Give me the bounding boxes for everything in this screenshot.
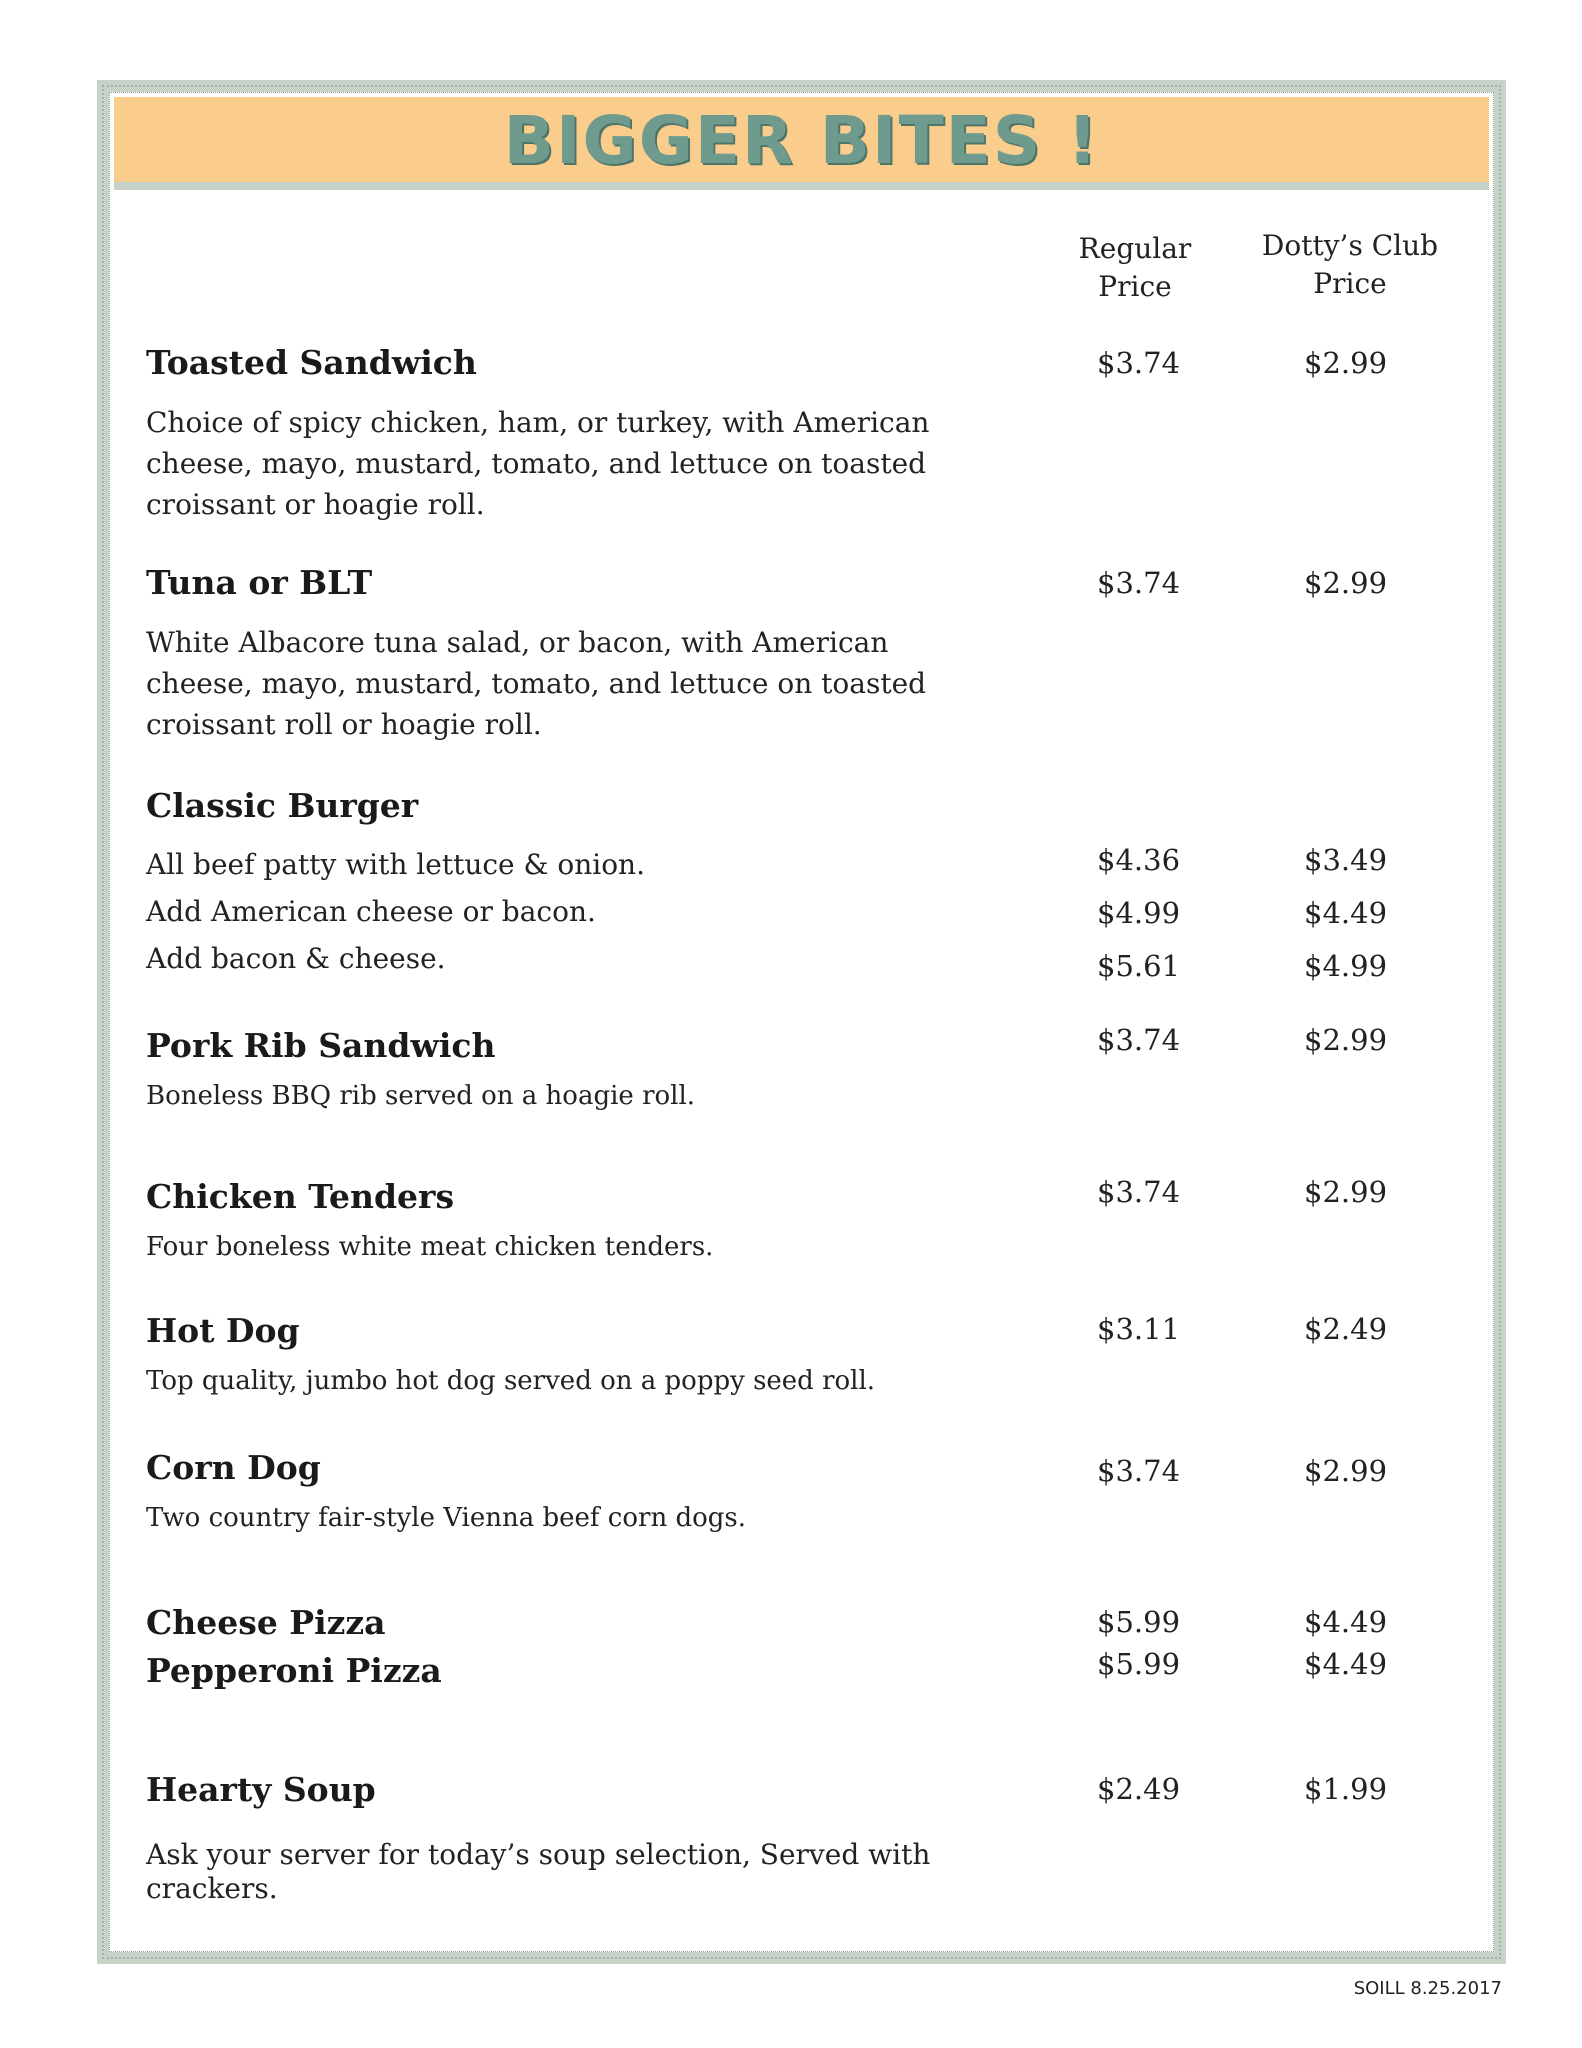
regular-price: $5.99 [1097, 1605, 1181, 1639]
club-price: $4.49 [1304, 896, 1388, 930]
club-price: $3.49 [1304, 843, 1388, 877]
regular-price: $3.74 [1097, 1023, 1181, 1057]
club-price-header [1240, 227, 1460, 303]
club-header-line2: Price [1313, 267, 1387, 300]
desc-line: Ask your server for today’s soup selection, Served with [146, 1838, 931, 1871]
regular-price: $3.74 [1097, 346, 1181, 380]
club-price: $2.99 [1304, 1023, 1388, 1057]
club-price: $1.99 [1304, 1772, 1388, 1806]
desc-line: Choice of spicy chicken, ham, or turkey, with American [146, 406, 930, 439]
desc-line: croissant roll or hoagie roll. [146, 708, 542, 741]
item-title-hearty-soup: Hearty Soup [146, 1770, 376, 1809]
desc-line: croissant or hoagie roll. [146, 488, 485, 521]
item-title-tuna-blt: Tuna or BLT [146, 563, 373, 602]
item-description: Boneless BBQ rib served on a hoagie roll. [146, 1081, 696, 1111]
club-price: $4.49 [1304, 1605, 1388, 1639]
regular-price: $3.74 [1097, 1175, 1181, 1209]
club-price: $2.99 [1304, 566, 1388, 600]
club-price: $4.99 [1304, 949, 1388, 983]
item-title-hot-dog: Hot Dog [146, 1311, 300, 1350]
burger-option: Add American cheese or bacon. [146, 895, 596, 928]
regular-price: $5.61 [1097, 949, 1181, 983]
page-title: BIGGER BITES ! [503, 102, 1100, 179]
item-title-corn-dog: Corn Dog [146, 1448, 321, 1487]
club-price: $2.99 [1304, 346, 1388, 380]
desc-line: cheese, mayo, mustard, tomato, and lettuce on toasted [146, 667, 927, 700]
club-price: $2.99 [1304, 1454, 1388, 1488]
regular-header-line1: Regular [1078, 232, 1192, 265]
item-title-chicken-tenders: Chicken Tenders [146, 1177, 455, 1216]
desc-line: White Albacore tuna salad, or bacon, with American [146, 626, 889, 659]
regular-price: $3.74 [1097, 1454, 1181, 1488]
regular-price-header [1065, 230, 1205, 306]
regular-header-line2: Price [1098, 270, 1172, 303]
club-header-line1: Dotty’s Club [1261, 229, 1439, 262]
regular-price: $3.11 [1097, 1312, 1181, 1346]
regular-price: $2.49 [1097, 1772, 1181, 1806]
regular-price: $4.36 [1097, 843, 1181, 877]
item-description: Four boneless white meat chicken tenders. [146, 1232, 714, 1262]
item-description [146, 402, 929, 525]
item-title-cheese-pizza: Cheese Pizza [146, 1603, 386, 1642]
club-price: $2.49 [1304, 1312, 1388, 1346]
banner [114, 97, 1489, 190]
item-description: Two country fair-style Vienna beef corn dogs. [146, 1503, 747, 1533]
burger-option: Add bacon & cheese. [146, 942, 446, 975]
regular-price: $4.99 [1097, 896, 1181, 930]
desc-line: cheese, mayo, mustard, tomato, and lettuce on toasted [146, 447, 927, 480]
club-price: $2.99 [1304, 1175, 1388, 1209]
item-description [146, 622, 926, 745]
club-price: $4.49 [1304, 1647, 1388, 1681]
item-title-pepperoni-pizza: Pepperoni Pizza [146, 1651, 442, 1690]
item-title-pork-rib-sandwich: Pork Rib Sandwich [146, 1026, 496, 1065]
regular-price: $5.99 [1097, 1647, 1181, 1681]
burger-option: All beef patty with lettuce & onion. [146, 848, 645, 881]
footer-code: SOILL 8.25.2017 [1353, 1978, 1502, 1999]
regular-price: $3.74 [1097, 566, 1181, 600]
desc-line: crackers. [146, 1872, 278, 1905]
item-title-classic-burger: Classic Burger [146, 786, 419, 825]
item-title-toasted-sandwich: Toasted Sandwich [146, 343, 477, 382]
item-description: Top quality, jumbo hot dog served on a poppy seed roll. [146, 1366, 876, 1396]
item-description [146, 1838, 930, 1906]
